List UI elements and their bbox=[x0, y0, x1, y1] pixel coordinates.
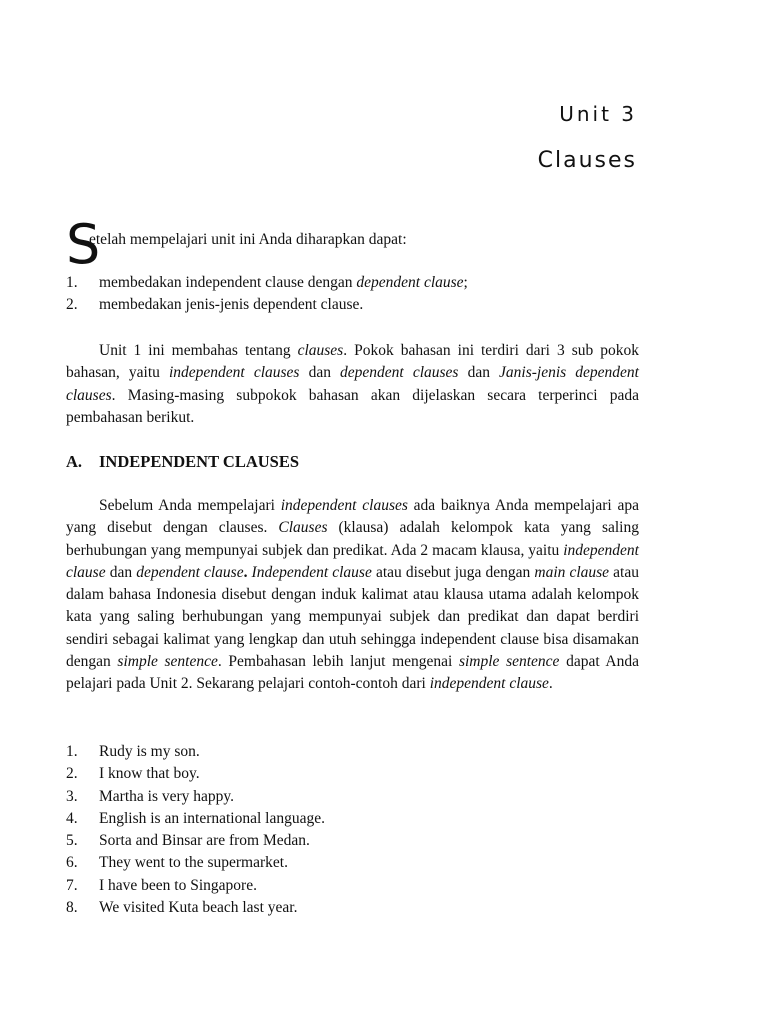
intro-sentence: etelah mempelajari unit ini Anda diharapkan dapat: bbox=[89, 231, 407, 248]
list-item bbox=[66, 852, 639, 874]
list-number: 1. bbox=[66, 274, 78, 291]
list-text: membedakan independent clause dengan bbox=[99, 274, 357, 291]
text-emphasis: independent clauses bbox=[280, 497, 408, 514]
list-number: 2. bbox=[66, 296, 78, 314]
chapter-title: Clauses bbox=[537, 148, 637, 173]
text-emphasis: dependent clause bbox=[136, 563, 244, 581]
text-emphasis: clauses bbox=[297, 342, 344, 359]
text-run: . Pembahasan lebih lanjut mengenai bbox=[217, 653, 459, 671]
list-item bbox=[66, 875, 639, 897]
list-item bbox=[66, 272, 639, 294]
text-emphasis: dependent clauses bbox=[340, 364, 459, 382]
text-run: . bbox=[243, 563, 252, 581]
section-letter: A. bbox=[66, 452, 83, 471]
list-number: 3. bbox=[66, 787, 78, 805]
list-text: I know that boy. bbox=[99, 765, 200, 783]
text-run: atau dalam bahasa Indonesia disebut dengan induk kalimat atau klausa utama adalah kelompok kata yang saling berhubungan yang mempunyai subjek dan predikat dan dapat berdiri sendiri sebagai kalimat yang lengkap dan utuh sehingga independent clause bisa disamakan dengan bbox=[66, 563, 639, 671]
list-text: Sorta and Binsar are from Medan. bbox=[99, 832, 310, 850]
list-text: I have been to Singapore. bbox=[99, 876, 257, 894]
list-text: membedakan jenis-jenis dependent clause. bbox=[99, 296, 364, 314]
drop-cap: S bbox=[66, 213, 101, 276]
text-emphasis: Independent clause bbox=[251, 563, 372, 581]
list-text: ; bbox=[463, 274, 468, 291]
list-text: Rudy is my son. bbox=[99, 743, 200, 760]
list-number: 6. bbox=[66, 854, 78, 872]
body-paragraph-wrapper bbox=[66, 495, 639, 696]
section-title: INDEPENDENT CLAUSES bbox=[99, 452, 300, 471]
list-number: 7. bbox=[66, 876, 78, 894]
text-emphasis: Clauses bbox=[278, 519, 328, 537]
unit-label: Unit 3 bbox=[559, 102, 637, 126]
list-number: 1. bbox=[66, 743, 78, 760]
list-item bbox=[66, 897, 639, 919]
list-item bbox=[66, 294, 639, 316]
text-run: dapat Anda pelajari pada Unit 2. Sekarang pelajari contoh-contoh dari bbox=[66, 653, 639, 693]
objectives-list bbox=[66, 272, 639, 317]
list-text: We visited Kuta beach last year. bbox=[99, 899, 298, 917]
list-item bbox=[66, 741, 639, 763]
text-run: dan bbox=[299, 364, 341, 382]
list-item bbox=[66, 808, 639, 830]
list-item bbox=[66, 830, 639, 852]
text-emphasis: main clause bbox=[534, 563, 610, 581]
text-emphasis: simple sentence bbox=[458, 653, 560, 671]
text-emphasis: Janis-jenis dependent clauses bbox=[66, 364, 639, 404]
text-run: . Masing-masing subpokok bahasan akan dijelaskan secara terperinci pada pembahasan berikut. bbox=[66, 386, 639, 426]
text-emphasis: simple sentence bbox=[117, 653, 218, 671]
text-run: ada baiknya Anda mempelajari apa yang disebut dengan clauses. bbox=[66, 497, 639, 537]
overview-paragraph-wrapper bbox=[66, 340, 639, 429]
list-text: They went to the supermarket. bbox=[99, 854, 288, 872]
list-text: Martha is very happy. bbox=[99, 787, 235, 805]
text-emphasis: independent clause bbox=[429, 675, 549, 693]
text-emphasis: independent clauses bbox=[168, 364, 300, 382]
body-paragraph bbox=[66, 495, 639, 696]
overview-paragraph bbox=[66, 340, 639, 429]
text-run: . Pokok bahasan ini terdiri dari 3 sub pokok bahasan, yaitu bbox=[66, 342, 639, 382]
section-heading bbox=[66, 452, 299, 472]
list-item bbox=[66, 786, 639, 808]
list-number: 8. bbox=[66, 899, 78, 917]
objectives-list-wrapper bbox=[66, 272, 639, 317]
text-run: . bbox=[548, 675, 553, 693]
list-text: English is an international language. bbox=[99, 809, 325, 827]
examples-list bbox=[66, 741, 639, 919]
text-run: (klausa) adalah kelompok kata yang saling berhubungan yang mempunyai subjek dan predikat. Ada 2 macam klausa, yaitu bbox=[66, 519, 639, 559]
text-run: atau disebut juga dengan bbox=[371, 563, 535, 581]
list-text-emphasis: dependent clause bbox=[356, 274, 464, 291]
text-run: Unit 1 ini membahas tentang bbox=[99, 342, 298, 359]
text-run: dan bbox=[458, 364, 500, 382]
text-run: dan bbox=[105, 563, 137, 581]
list-number: 4. bbox=[66, 809, 78, 827]
text-run: Sebelum Anda mempelajari bbox=[99, 497, 281, 514]
text-emphasis: independent clause bbox=[66, 541, 639, 581]
list-item bbox=[66, 763, 639, 785]
list-number: 5. bbox=[66, 832, 78, 850]
list-number: 2. bbox=[66, 765, 78, 783]
examples-list-wrapper bbox=[66, 741, 639, 919]
